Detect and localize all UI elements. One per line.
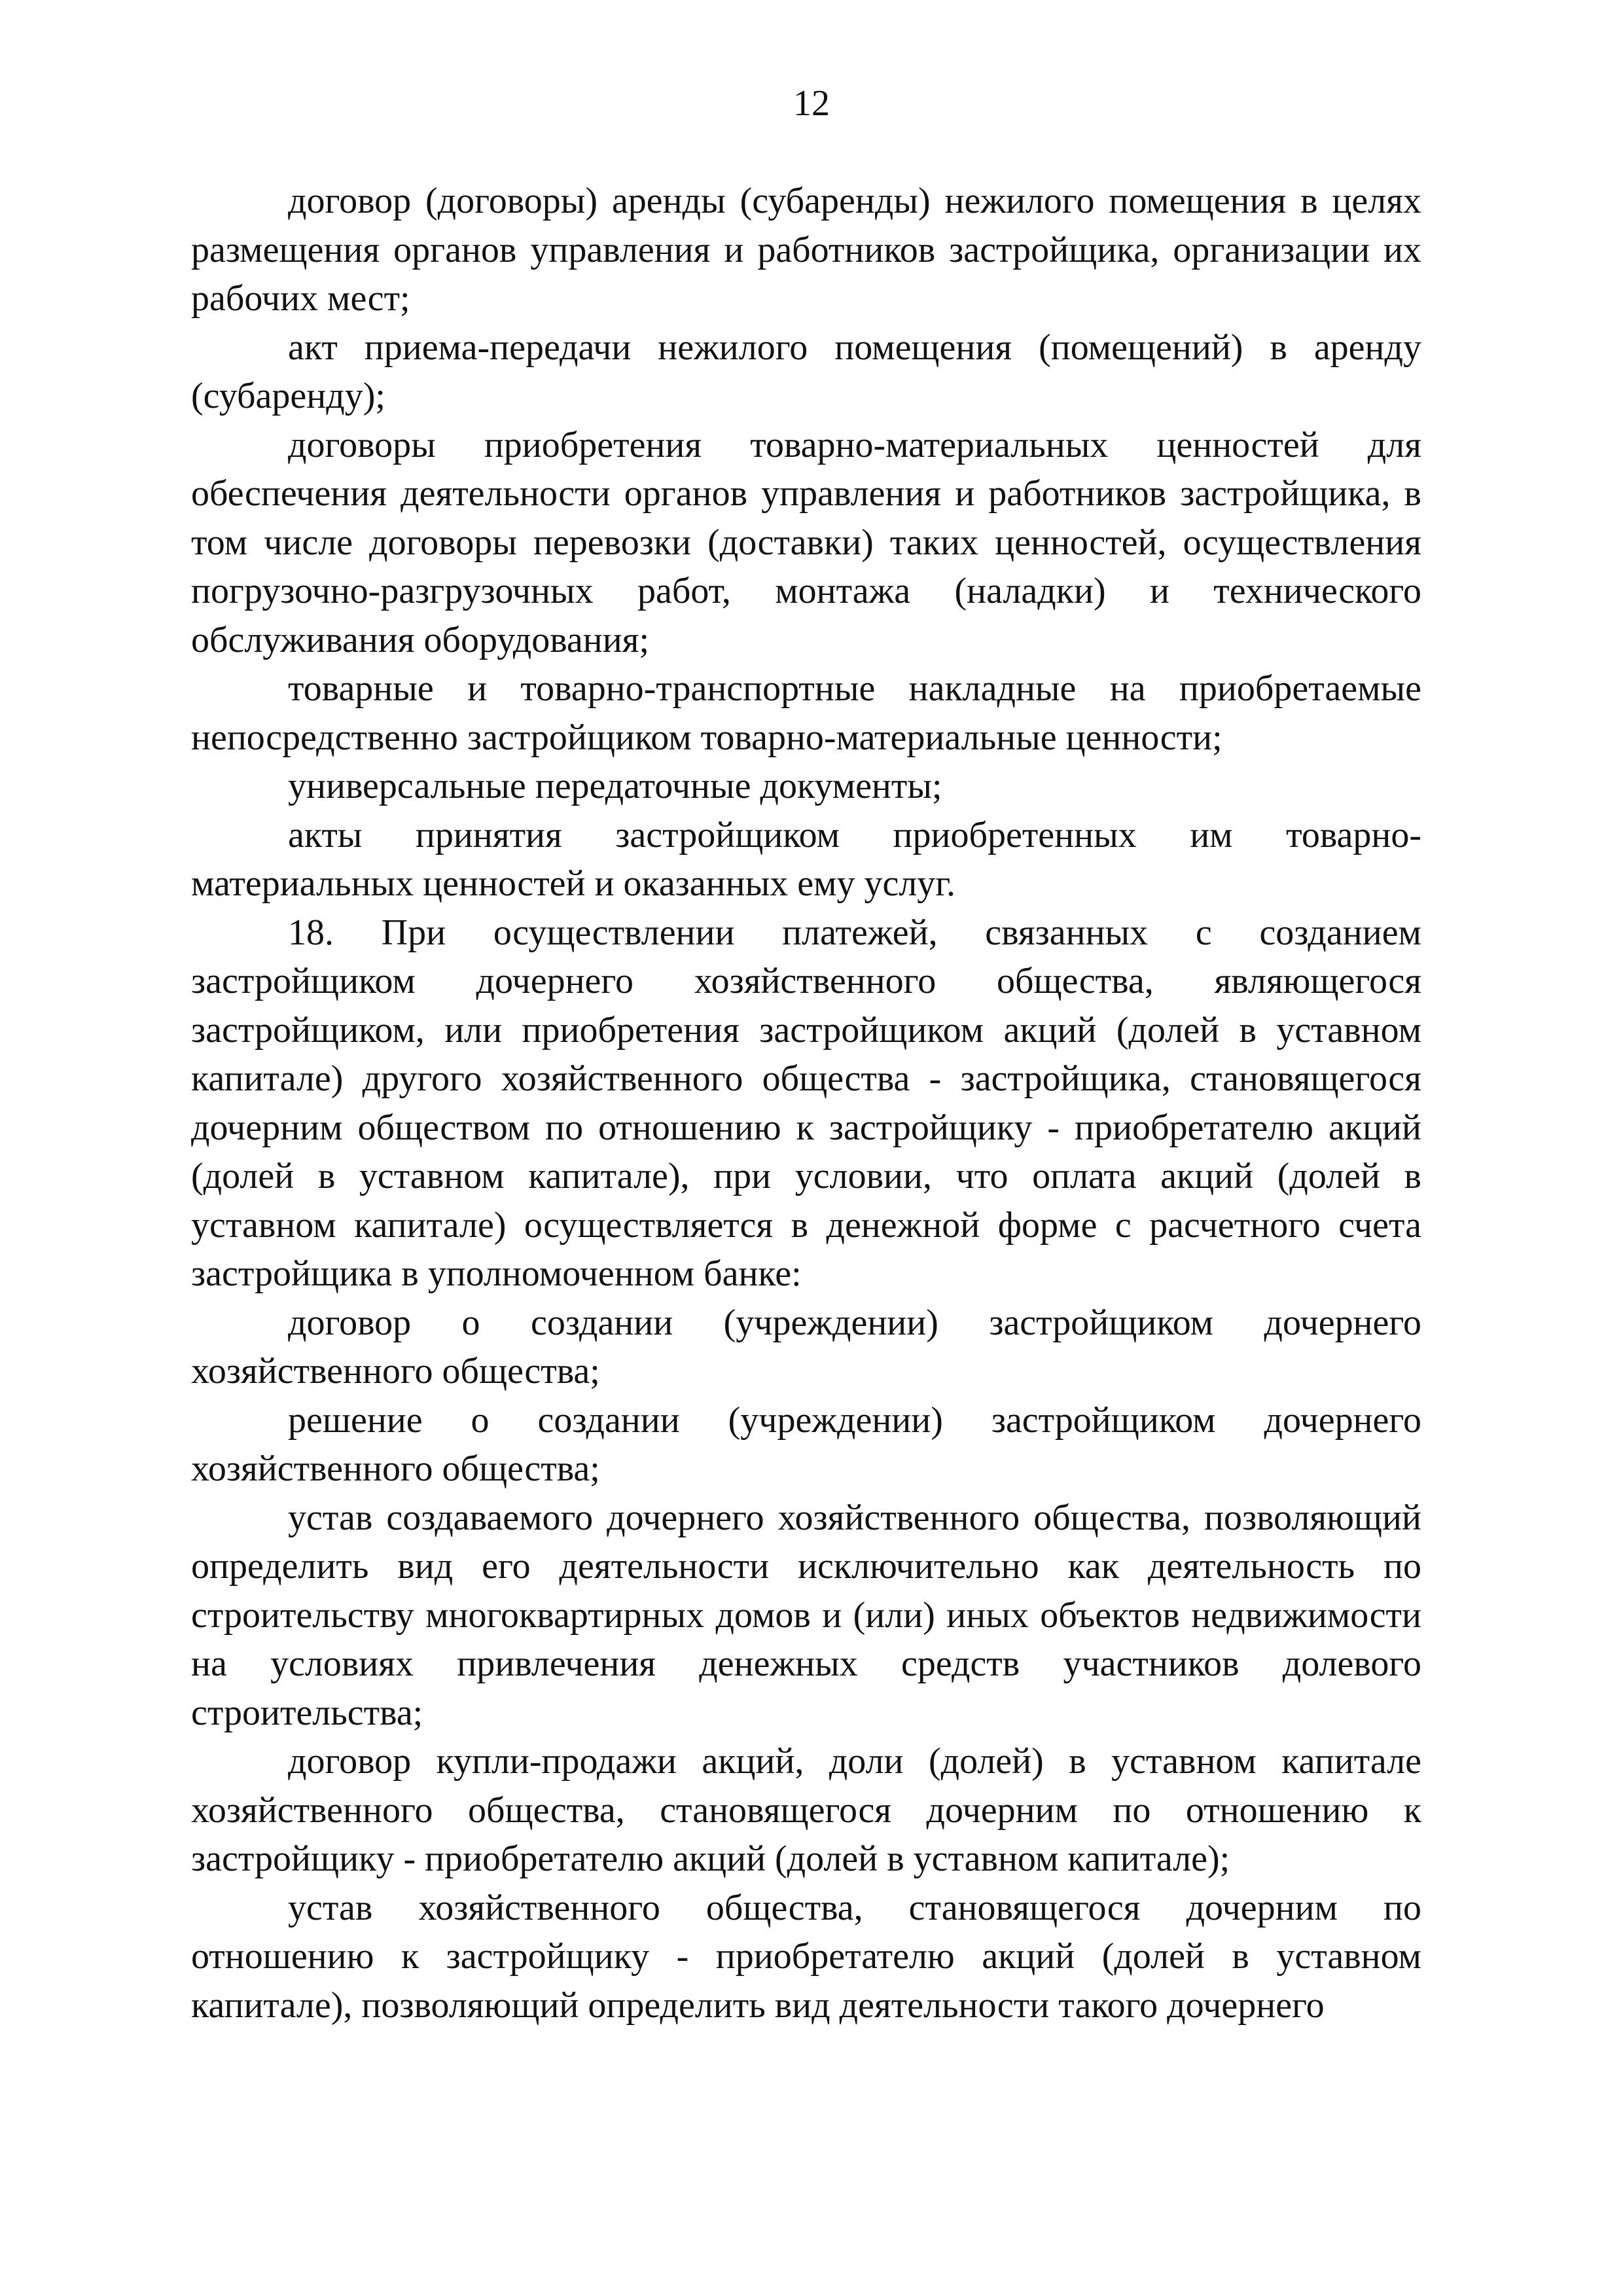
paragraph-acceptance-acts: акты принятия застройщиком приобретенных им товарно-материальных ценностей и оказанных ему услуг.: [191, 814, 1421, 904]
paragraph-share-sale-contract: договор купли-продажи акций, доли (долей) в уставном капитале хозяйственного общества, становящегося дочерним по отношению к застройщику - приобретателю акций (долей в уставном капитале);: [191, 1741, 1421, 1879]
paragraph-company-charter: устав хозяйственного общества, становящегося дочерним по отношению к застройщику - приобретателю акций (долей в уставном капитале), позволяющий определить вид деятельности такого дочернего: [191, 1887, 1421, 2026]
document-body: [191, 177, 1421, 2030]
paragraph-clause-18: 18. При осуществлении платежей, связанных с созданием застройщиком дочернего хозяйственного общества, являющегося застройщиком, или приобретения застройщиком акций (долей в уставном капитале) другого хозяйственного общества - застройщика, становящегося дочерним обществом по отношению к застройщику - приобретателю акций (долей в уставном капитале), при условии, что оплата акций (долей в уставном капитале) осуществляется в денежной форме с расчетного счета застройщика в уполномоченном банке:: [191, 912, 1421, 1294]
paragraph-subsidiary-charter: устав создаваемого дочернего хозяйственного общества, позволяющий определить вид его деятельности исключительно как деятельность по строительству многоквартирных домов и (или) иных объектов недвижимости на условиях привлечения денежных средств участников долевого строительства;: [191, 1497, 1421, 1733]
paragraph-waybills: товарные и товарно-транспортные накладные на приобретаемые непосредственно застройщиком товарно-материальные ценности;: [191, 668, 1421, 758]
paragraph-transfer-act: акт приема-передачи нежилого помещения (помещений) в аренду (субаренду);: [191, 327, 1421, 416]
paragraph-universal-documents: универсальные передаточные документы;: [288, 766, 942, 806]
paragraph-purchase-contracts: договоры приобретения товарно-материальных ценностей для обеспечения деятельности органов управления и работников застройщика, в том числе договоры перевозки (доставки) таких ценностей, осуществления погрузочно-разгрузочных работ, монтажа (наладки) и технического обслуживания оборудования;: [191, 424, 1421, 660]
paragraph-subsidiary-creation-decision: решение о создании (учреждении) застройщиком дочернего хозяйственного общества;: [191, 1399, 1421, 1489]
paragraph-subsidiary-creation-contract: договор о создании (учреждении) застройщиком дочернего хозяйственного общества;: [191, 1302, 1421, 1391]
page-number: 12: [793, 83, 830, 124]
paragraph-lease-contract: договор (договоры) аренды (субаренды) нежилого помещения в целях размещения органов управления и работников застройщика, организации их рабочих мест;: [191, 181, 1421, 319]
